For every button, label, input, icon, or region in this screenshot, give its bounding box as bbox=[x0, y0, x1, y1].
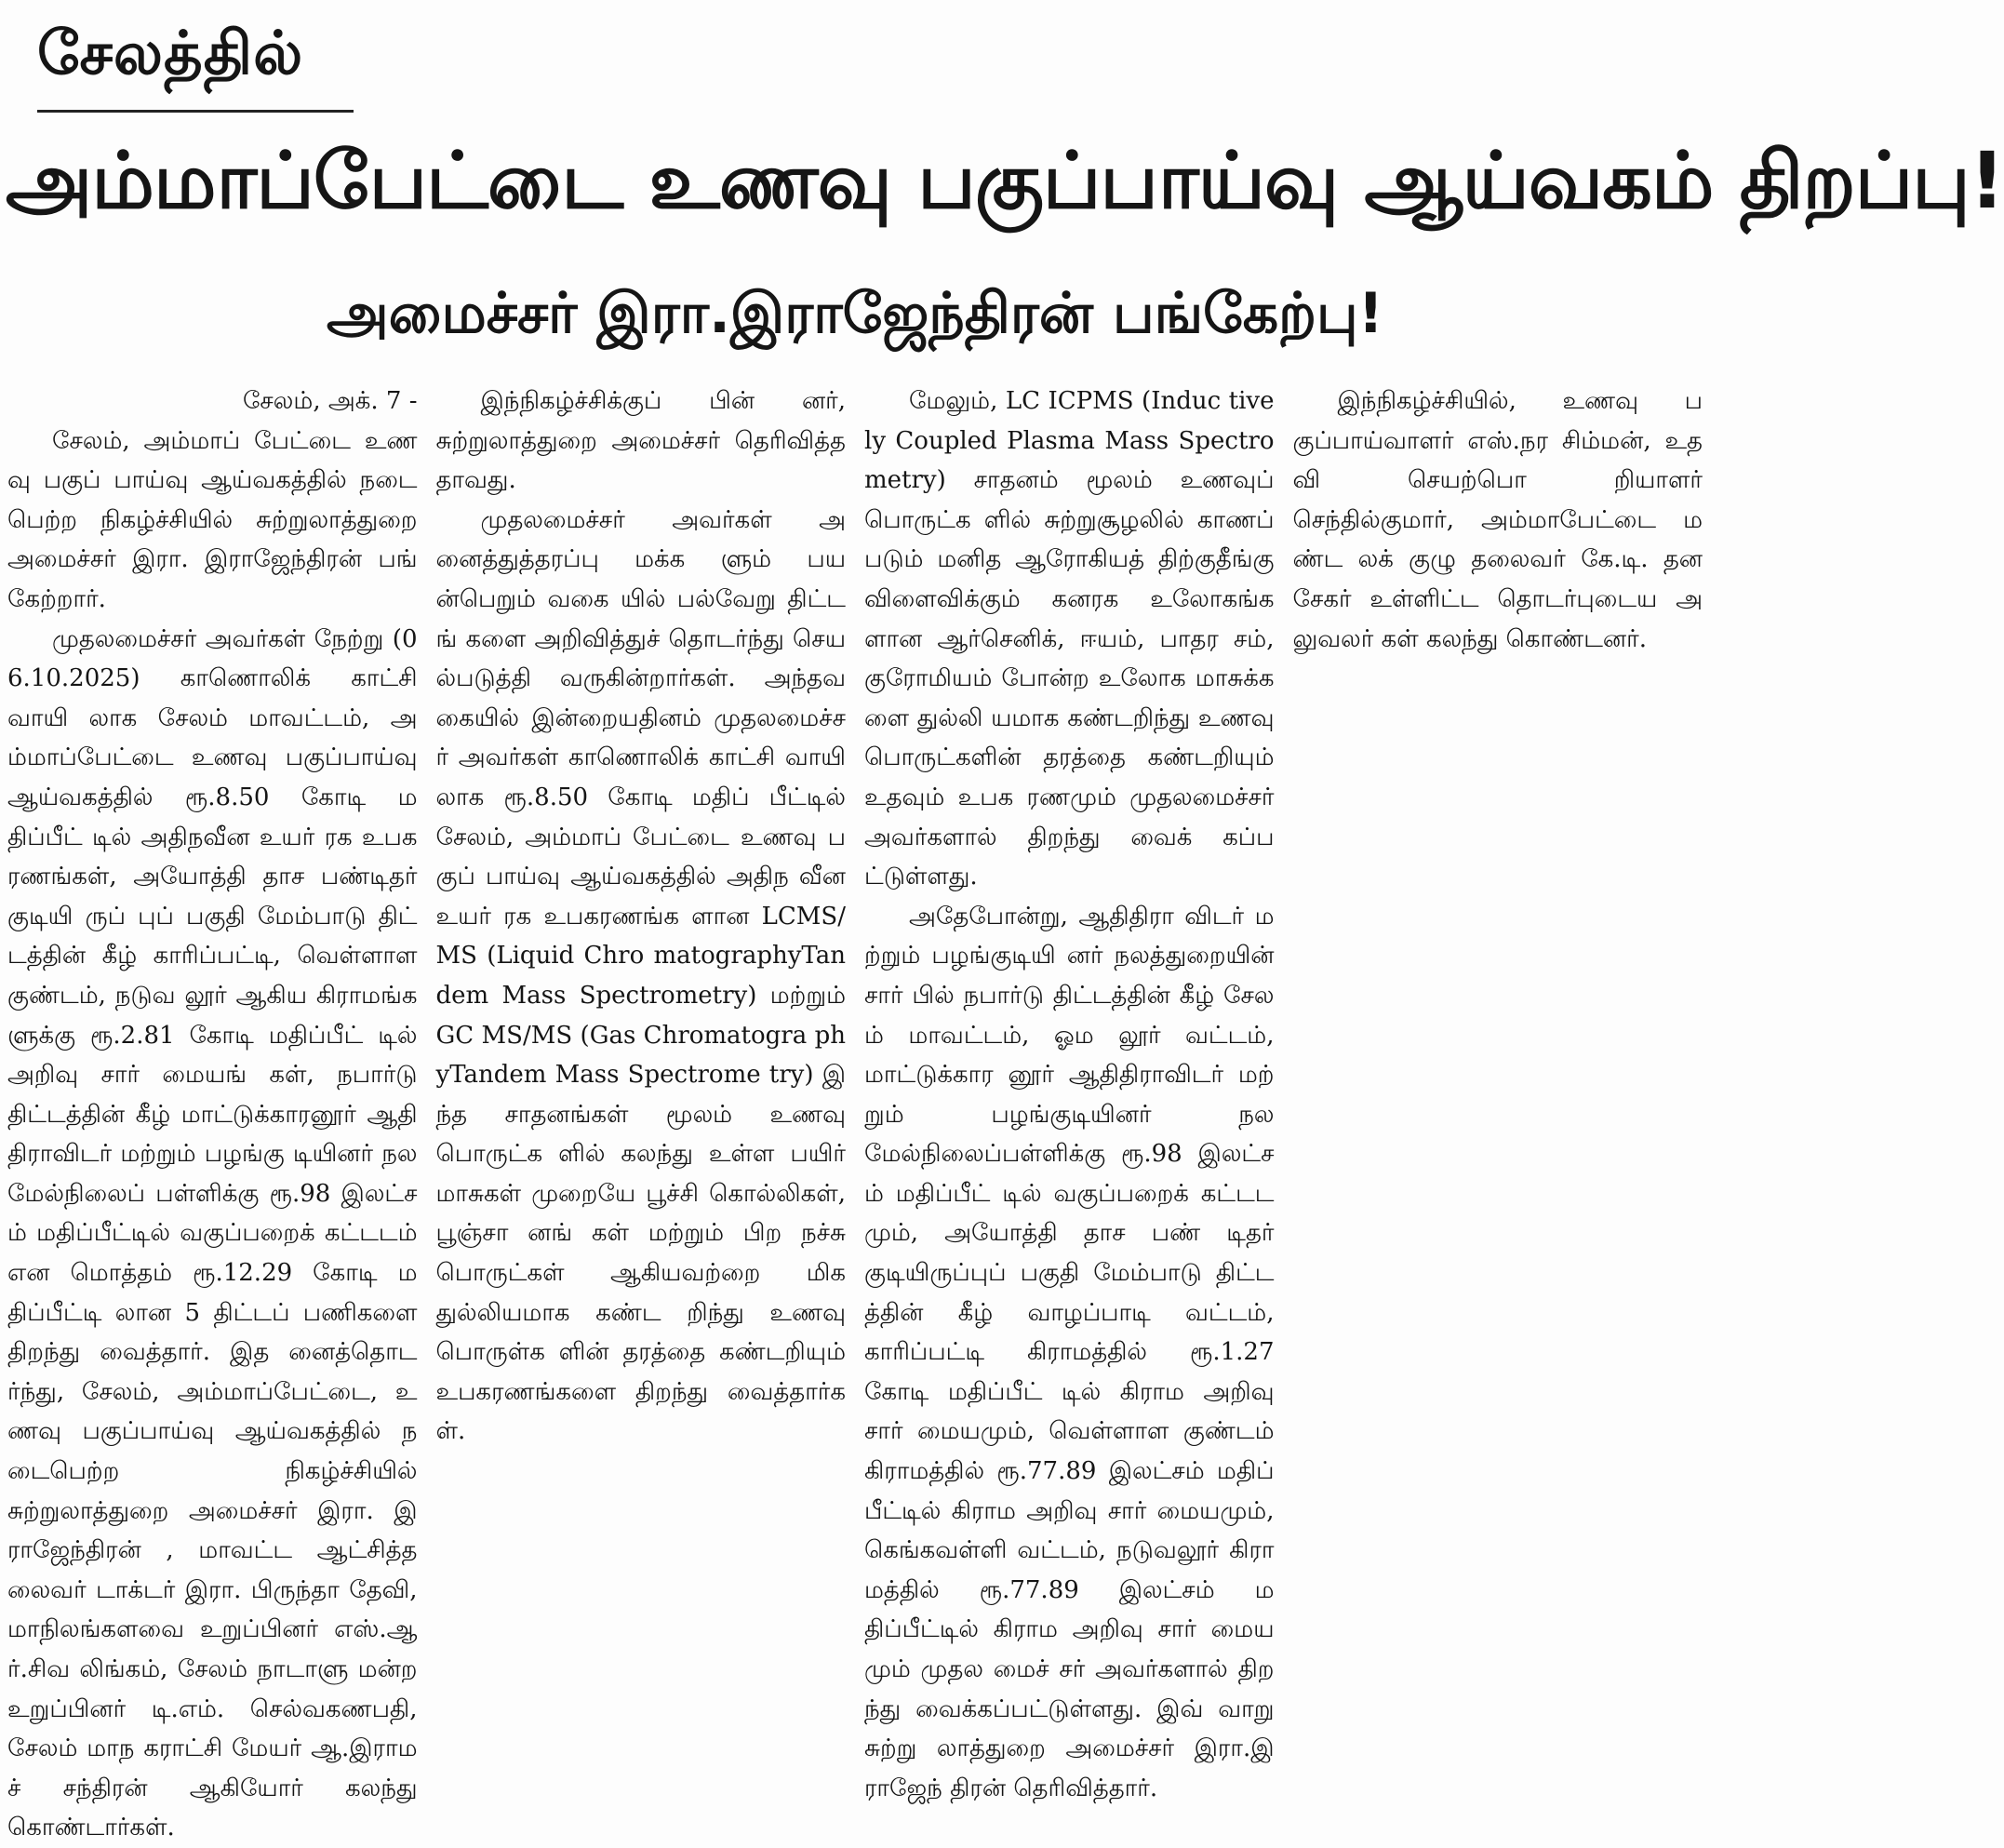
paragraph-3: இந்நிகழ்ச்சிக்குப் பின் னர், சுற்றுலாத்துறை அமைச்சர் தெரிவித்த தாவது. bbox=[435, 387, 846, 495]
paragraph-4: முதலமைச்சர் அவர்கள் அனைத்துத்தரப்பு மக்க ளும் பயன்பெறும் வகை யில் பல்வேறு திட்டங் களை அறிவித்துச் தொடர்ந்து செயல்படுத்தி வருகின்றார்கள். அந்தவ கையில் இன்றையதினம் முதலமைச்சர் அவர்கள் காணொலிக் காட்சி வாயி லாக ரூ.8.50 கோடி மதிப் பீட்டில் சேலம், அம்மாப் பேட்டை உணவு பகுப் பாய்வு ஆய்வகத்தில் அதிந வீன உயர் ரக உபகரணங்க ளான LCMS/MS (Liquid Chro matographyTandem Mass Spectrometry) மற்றும் GC MS/MS (Gas Chromatogra phyTandem Mass Spectrome try) இந்த சாதனங்கள் மூலம் உணவு பொருட்க ளில் கலந்து உள்ள பயிர் மாசுகள் முறையே பூச்சி கொல்லிகள், பூஞ்சா னங் கள் மற்றும் பிற நச்சு பொருட்கள் ஆகியவற்றை மிக துல்லியமாக கண்ட றிந்து உணவு பொருள்க ளின் தரத்தை கண்டறியும் உபகரணங்களை திறந்து வைத்தார்கள். bbox=[435, 505, 846, 1446]
column-3 bbox=[864, 382, 1275, 1838]
article-body bbox=[7, 382, 1703, 1842]
main-headline: அம்மாப்பேட்டை உணவு பகுப்பாய்வு ஆய்வகம் திறப்பு! bbox=[6, 135, 2004, 226]
column-2 bbox=[436, 382, 847, 1838]
paragraph-6: அதேபோன்று, ஆதிதிரா விடர் மற்றும் பழங்குடியி னர் நலத்துறையின் சார் பில் நபார்டு திட்டத்தின் கீழ் சேலம் மாவட்டம், ஓம லூர் வட்டம், மாட்டுக்கார னூர் ஆதிதிராவிடர் மற் றும் பழங்குடியினர் நல மேல்நிலைப்பள்ளிக்கு ரூ.98 இலட்சம் மதிப்பீட் டில் வகுப்பறைக் கட்டட மும், அயோத்தி தாச பண் டிதர் குடியிருப்புப் பகுதி மேம்பாடு திட்டத்தின் கீழ் வாழப்பாடி வட்டம், காரிப்பட்டி கிராமத்தில் ரூ.1.27 கோடி மதிப்பீட் டில் கிராம அறிவு சார் மையமும், வெள்ளாள குண்டம் கிராமத்தில் ரூ.77.89 இலட்சம் மதிப் பீட்டில் கிராம அறிவு சார் மையமும், கெங்கவள்ளி வட்டம், நடுவலூர் கிரா மத்தில் ரூ.77.89 இலட்சம் மதிப்பீட்டில் கிராம அறிவு சார் மையமும் முதல மைச் சர் அவர்களால் திறந்து வைக்கப்பட்டுள்ளது. இவ் வாறு சுற்று லாத்துறை அமைச்சர் இரா.இராஜேந் திரன் தெரிவித்தார். bbox=[864, 902, 1275, 1802]
kicker-underline bbox=[37, 110, 354, 113]
paragraph-1: சேலம், அம்மாப் பேட்டை உணவு பகுப் பாய்வு ஆய்வகத்தில் நடை பெற்ற நிகழ்ச்சியில் சுற்றுலாத்துறை அமைச்சர் இரா. இராஜேந்திரன் பங் கேற்றார். bbox=[7, 426, 418, 613]
paragraph-5: மேலும், LC ICPMS (Induc tively Coupled Plasma Mass Spectrometry) சாதனம் மூலம் உணவுப் பொருட்க ளில் சுற்றுசூழலில் காணப் படும் மனித ஆரோகியத் திற்குதீங்கு விளைவிக்கும் கனரக உலோகங்களான ஆர்செனிக், ஈயம், பாதர சம், குரோமியம் போன்ற உலோக மாசுக்களை துல்லி யமாக கண்டறிந்து உணவு பொருட்களின் தரத்தை கண்டறியும் உதவும் உபக ரணமும் முதலமைச்சர் அவர்களால் திறந்து வைக் கப்பட்டுள்ளது. bbox=[864, 387, 1275, 891]
sub-headline: அமைச்சர் இரா.இராஜேந்திரன் பங்கேற்பு! bbox=[326, 281, 1383, 346]
kicker-headline: சேலத்தில் bbox=[37, 20, 304, 88]
paragraph-7: இந்நிகழ்ச்சியில், உணவு பகுப்பாய்வாளர் எஸ்.நர சிம்மன், உதவி செயற்பொ றியாளர் செந்தில்குமார், அம்மாபேட்டை மண்ட லக் குழு தலைவர் கே.டி. தனசேகர் உள்ளிட்ட தொடர்புடைய அலுவலர் கள் கலந்து கொண்டனர். bbox=[1292, 387, 1703, 653]
column-1 bbox=[7, 382, 418, 1842]
column-4 bbox=[1293, 382, 1703, 1838]
dateline: சேலம், அக். 7 - bbox=[242, 387, 418, 415]
paragraph-2: முதலமைச்சர் அவர்கள் நேற்று (06.10.2025) காணொலிக் காட்சி வாயி லாக சேலம் மாவட்டம், அம்மாப்பேட்டை உணவு பகுப்பாய்வு ஆய்வகத்தில் ரூ.8.50 கோடி மதிப்பீட் டில் அதிநவீன உயர் ரக உபகரணங்கள், அயோத்தி தாச பண்டிதர் குடியி ருப் புப் பகுதி மேம்பாடு திட் டத்தின் கீழ் காரிப்பட்டி, வெள்ளாளகுண்டம், நடுவ லூர் ஆகிய கிராமங்களுக்கு ரூ.2.81 கோடி மதிப்பீட் டில் அறிவு சார் மையங் கள், நபார்டு திட்டத்தின் கீழ் மாட்டுக்காரனூர் ஆதி திராவிடர் மற்றும் பழங்கு டியினர் நல மேல்நிலைப் பள்ளிக்கு ரூ.98 இலட்சம் மதிப்பீட்டில் வகுப்பறைக் கட்டடம் என மொத்தம் ரூ.12.29 கோடி மதிப்பீட்டி லான 5 திட்டப் பணிகளை திறந்து வைத்தார். இத னைத்தொடர்ந்து, சேலம், அம்மாப்பேட்டை, உணவு பகுப்பாய்வு ஆய்வகத்தில் நடைபெற்ற நிகழ்ச்சியில் சுற்றுலாத்துறை அமைச்சர் இரா. இராஜேந்திரன் , மாவட்ட ஆட்சித்தலைவர் டாக்டர் இரா. பிருந்தா தேவி, மாநிலங்களவை உறுப்பினர் எஸ்.ஆர்.சிவ லிங்கம், சேலம் நாடாளு மன்ற உறுப்பினர் டி.எம். செல்வகணபதி, சேலம் மாந கராட்சி மேயர் ஆ.இராமச் சந்திரன் ஆகியோர் கலந்து கொண்டார்கள். bbox=[7, 624, 418, 1842]
